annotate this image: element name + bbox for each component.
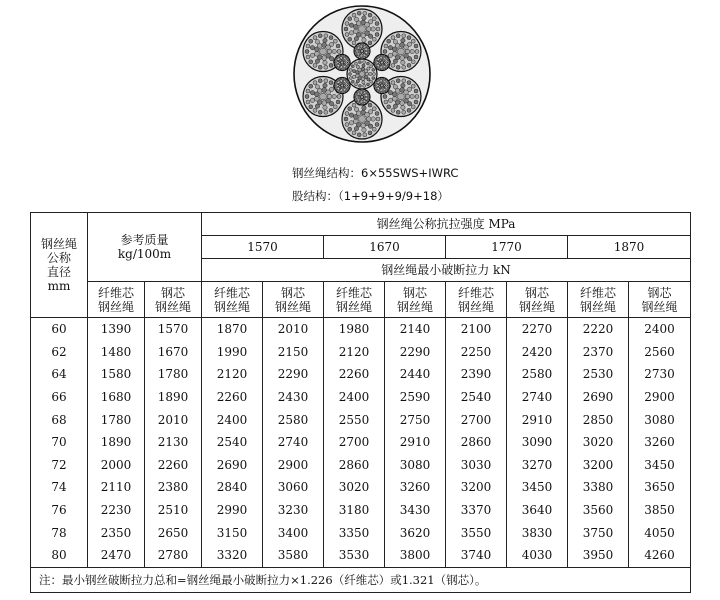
breaking-force-cell: 3180 (324, 499, 385, 522)
breaking-force-cell: 3450 (629, 454, 691, 477)
rope-cross-section-diagram (292, 4, 432, 144)
table-row (31, 521, 691, 544)
breaking-force-cell: 2700 (324, 431, 385, 454)
header-grade-1670: 1670 (324, 236, 446, 259)
breaking-force-cell: 2900 (629, 386, 691, 409)
breaking-force-cell: 2750 (385, 408, 446, 431)
breaking-force-cell: 2120 (324, 341, 385, 364)
breaking-force-cell: 2120 (202, 363, 263, 386)
breaking-force-cell: 3650 (629, 476, 691, 499)
breaking-force-cell: 2740 (507, 386, 568, 409)
mass-cell: 2010 (145, 408, 202, 431)
table-row (31, 318, 691, 341)
diameter-cell: 78 (31, 521, 88, 544)
breaking-force-cell: 3270 (507, 454, 568, 477)
breaking-force-cell: 3260 (385, 476, 446, 499)
breaking-force-cell: 2540 (446, 386, 507, 409)
header-fiber-core: 纤维芯 钢丝绳 (324, 282, 385, 318)
table-row (31, 408, 691, 431)
breaking-force-cell: 3450 (507, 476, 568, 499)
breaking-force-cell: 3260 (629, 431, 691, 454)
breaking-force-cell: 2390 (446, 363, 507, 386)
table-note: 注：最小钢丝破断拉力总和=钢丝绳最小破断拉力×1.226（纤维芯）或1.321（钢芯）。 (31, 567, 691, 592)
mass-cell: 1670 (145, 341, 202, 364)
breaking-force-cell: 2900 (263, 454, 324, 477)
rope-structure-caption: 钢丝绳结构：6×55SWS+IWRC (292, 166, 459, 180)
table-row (31, 476, 691, 499)
breaking-force-cell: 3350 (324, 521, 385, 544)
breaking-force-cell: 3550 (446, 521, 507, 544)
header-fiber-core: 纤维芯 钢丝绳 (202, 282, 263, 318)
breaking-force-cell: 2690 (202, 454, 263, 477)
breaking-force-cell: 4050 (629, 521, 691, 544)
mass-cell: 1680 (88, 386, 145, 409)
breaking-force-cell: 3620 (385, 521, 446, 544)
breaking-force-cell: 3380 (568, 476, 629, 499)
mass-cell: 1390 (88, 318, 145, 341)
diameter-cell: 80 (31, 544, 88, 567)
breaking-force-cell: 3560 (568, 499, 629, 522)
breaking-force-cell: 2740 (263, 431, 324, 454)
mass-cell: 2470 (88, 544, 145, 567)
breaking-force-cell: 1980 (324, 318, 385, 341)
breaking-force-cell: 3530 (324, 544, 385, 567)
breaking-force-cell: 2100 (446, 318, 507, 341)
breaking-force-cell: 2700 (446, 408, 507, 431)
breaking-force-cell: 2400 (629, 318, 691, 341)
table-row (31, 499, 691, 522)
breaking-force-cell: 2580 (507, 363, 568, 386)
table-row (31, 544, 691, 567)
diameter-cell: 64 (31, 363, 88, 386)
breaking-force-cell: 2860 (324, 454, 385, 477)
breaking-force-cell: 2420 (507, 341, 568, 364)
mass-cell: 1780 (88, 408, 145, 431)
header-reference-mass: 参考质量 kg/100m (88, 213, 202, 282)
header-steel-core: 钢芯 钢丝绳 (263, 282, 324, 318)
breaking-force-cell: 2250 (446, 341, 507, 364)
breaking-force-cell: 2370 (568, 341, 629, 364)
breaking-force-cell: 2860 (446, 431, 507, 454)
breaking-force-cell: 2910 (385, 431, 446, 454)
mass-cell: 2650 (145, 521, 202, 544)
header-tensile-strength: 钢丝绳公称抗拉强度 MPa (202, 213, 691, 236)
table-row (31, 454, 691, 477)
breaking-force-cell: 3230 (263, 499, 324, 522)
table-row (31, 386, 691, 409)
diameter-cell: 76 (31, 499, 88, 522)
breaking-force-cell: 3580 (263, 544, 324, 567)
breaking-force-cell: 2580 (263, 408, 324, 431)
diameter-cell: 66 (31, 386, 88, 409)
breaking-force-cell: 2530 (568, 363, 629, 386)
breaking-force-cell: 3030 (446, 454, 507, 477)
diameter-cell: 60 (31, 318, 88, 341)
breaking-force-cell: 2850 (568, 408, 629, 431)
wire-rope-spec-table (30, 212, 691, 593)
breaking-force-cell: 4030 (507, 544, 568, 567)
breaking-force-cell: 3430 (385, 499, 446, 522)
mass-cell: 1780 (145, 363, 202, 386)
breaking-force-cell: 3400 (263, 521, 324, 544)
mass-cell: 2230 (88, 499, 145, 522)
breaking-force-cell: 2270 (507, 318, 568, 341)
header-steel-core: 钢芯 钢丝绳 (507, 282, 568, 318)
breaking-force-cell: 2590 (385, 386, 446, 409)
mass-cell: 1480 (88, 341, 145, 364)
mass-cell: 1890 (88, 431, 145, 454)
breaking-force-cell: 3150 (202, 521, 263, 544)
breaking-force-cell: 2540 (202, 431, 263, 454)
breaking-force-cell: 3020 (324, 476, 385, 499)
breaking-force-cell: 2140 (385, 318, 446, 341)
breaking-force-cell: 2290 (385, 341, 446, 364)
mass-cell: 2110 (88, 476, 145, 499)
breaking-force-cell: 2430 (263, 386, 324, 409)
header-grade-1770: 1770 (446, 236, 568, 259)
header-steel-core: 钢芯 钢丝绳 (145, 282, 202, 318)
breaking-force-cell: 2010 (263, 318, 324, 341)
mass-cell: 2510 (145, 499, 202, 522)
mass-cell: 1580 (88, 363, 145, 386)
breaking-force-cell: 3090 (507, 431, 568, 454)
breaking-force-cell: 3080 (629, 408, 691, 431)
breaking-force-cell: 3800 (385, 544, 446, 567)
breaking-force-cell: 3020 (568, 431, 629, 454)
header-steel-core: 钢芯 钢丝绳 (629, 282, 691, 318)
header-breaking-force: 钢丝绳最小破断拉力 kN (202, 259, 691, 282)
breaking-force-cell: 2220 (568, 318, 629, 341)
header-grade-1570: 1570 (202, 236, 324, 259)
table-row (31, 431, 691, 454)
breaking-force-cell: 3950 (568, 544, 629, 567)
diameter-cell: 74 (31, 476, 88, 499)
header-fiber-core: 纤维芯 钢丝绳 (446, 282, 507, 318)
breaking-force-cell: 3370 (446, 499, 507, 522)
breaking-force-cell: 1870 (202, 318, 263, 341)
breaking-force-cell: 2990 (202, 499, 263, 522)
diameter-cell: 68 (31, 408, 88, 431)
breaking-force-cell: 1990 (202, 341, 263, 364)
diameter-cell: 62 (31, 341, 88, 364)
breaking-force-cell: 3850 (629, 499, 691, 522)
mass-cell: 2130 (145, 431, 202, 454)
breaking-force-cell: 3320 (202, 544, 263, 567)
mass-cell: 1570 (145, 318, 202, 341)
breaking-force-cell: 2550 (324, 408, 385, 431)
breaking-force-cell: 2560 (629, 341, 691, 364)
breaking-force-cell: 2150 (263, 341, 324, 364)
breaking-force-cell: 3080 (385, 454, 446, 477)
breaking-force-cell: 2690 (568, 386, 629, 409)
header-steel-core: 钢芯 钢丝绳 (385, 282, 446, 318)
breaking-force-cell: 3200 (446, 476, 507, 499)
mass-cell: 2350 (88, 521, 145, 544)
breaking-force-cell: 2260 (324, 363, 385, 386)
breaking-force-cell: 2400 (324, 386, 385, 409)
breaking-force-cell: 2910 (507, 408, 568, 431)
mass-cell: 2260 (145, 454, 202, 477)
diameter-cell: 72 (31, 454, 88, 477)
header-fiber-core: 纤维芯 钢丝绳 (568, 282, 629, 318)
breaking-force-cell: 4260 (629, 544, 691, 567)
header-diameter: 钢丝绳 公称 直径 mm (31, 213, 88, 318)
mass-cell: 2380 (145, 476, 202, 499)
breaking-force-cell: 2400 (202, 408, 263, 431)
breaking-force-cell: 2440 (385, 363, 446, 386)
mass-cell: 1890 (145, 386, 202, 409)
breaking-force-cell: 2730 (629, 363, 691, 386)
breaking-force-cell: 2290 (263, 363, 324, 386)
header-grade-1870: 1870 (568, 236, 691, 259)
breaking-force-cell: 3640 (507, 499, 568, 522)
mass-cell: 2000 (88, 454, 145, 477)
table-row (31, 341, 691, 364)
breaking-force-cell: 2840 (202, 476, 263, 499)
table-row (31, 363, 691, 386)
breaking-force-cell: 3750 (568, 521, 629, 544)
breaking-force-cell: 2260 (202, 386, 263, 409)
header-fiber-core: 纤维芯 钢丝绳 (88, 282, 145, 318)
breaking-force-cell: 3740 (446, 544, 507, 567)
mass-cell: 2780 (145, 544, 202, 567)
breaking-force-cell: 3830 (507, 521, 568, 544)
breaking-force-cell: 3060 (263, 476, 324, 499)
strand-structure-caption: 股结构：（1+9+9+9/9+18） (292, 189, 449, 203)
breaking-force-cell: 3200 (568, 454, 629, 477)
diameter-cell: 70 (31, 431, 88, 454)
